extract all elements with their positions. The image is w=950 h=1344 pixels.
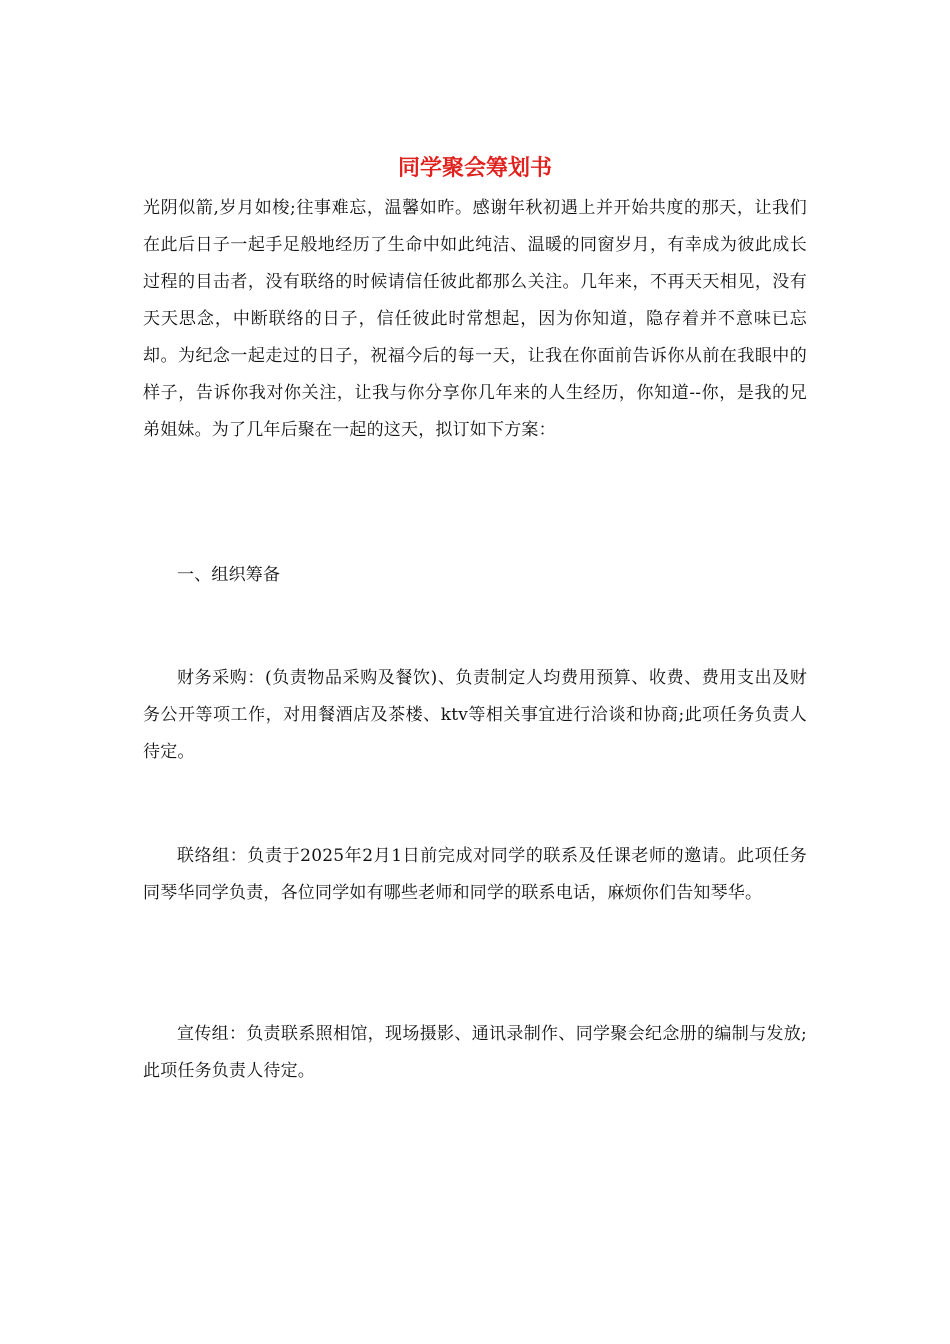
liaison-group-paragraph: 联络组：负责于2025年2月1日前完成对同学的联系及任课老师的邀请。此项任务同琴华同学负责，各位同学如有哪些老师和同学的联系电话，麻烦你们告知琴华。	[143, 846, 807, 903]
document-title: 同学聚会筹划书	[397, 155, 552, 181]
section-heading-organization: 一、组织筹备	[177, 565, 281, 585]
intro-paragraph: 光阴似箭,岁月如梭;往事难忘，温馨如昨。感谢年秋初遇上并开始共度的那天，让我们在此后日子一起手足般地经历了生命中如此纯洁、温暖的同窗岁月，有幸成为彼此成长过程的目击者，没有联络的时候请信任彼此都那么关注。几年来，不再天天相见，没有天天思念，中断联络的日子，信任彼此时常想起，因为你知道，隐存着并不意味已忘却。为纪念一起走过的日子，祝福今后的每一天，让我在你面前告诉你从前在我眼中的样子，告诉你我对你关注，让我与你分享你几年来的人生经历，你知道--你，是我的兄弟姐妹。为了几年后聚在一起的这天，拟订如下方案：	[143, 198, 807, 440]
publicity-group-paragraph: 宣传组：负责联系照相馆，现场摄影、通讯录制作、同学聚会纪念册的编制与发放;此项任务负责人待定。	[143, 1024, 807, 1081]
finance-procurement-paragraph: 财务采购：(负责物品采购及餐饮)、负责制定人均费用预算、收费、费用支出及财务公开等项工作，对用餐酒店及茶楼、ktv等相关事宜进行洽谈和协商;此项任务负责人待定。	[143, 668, 807, 762]
